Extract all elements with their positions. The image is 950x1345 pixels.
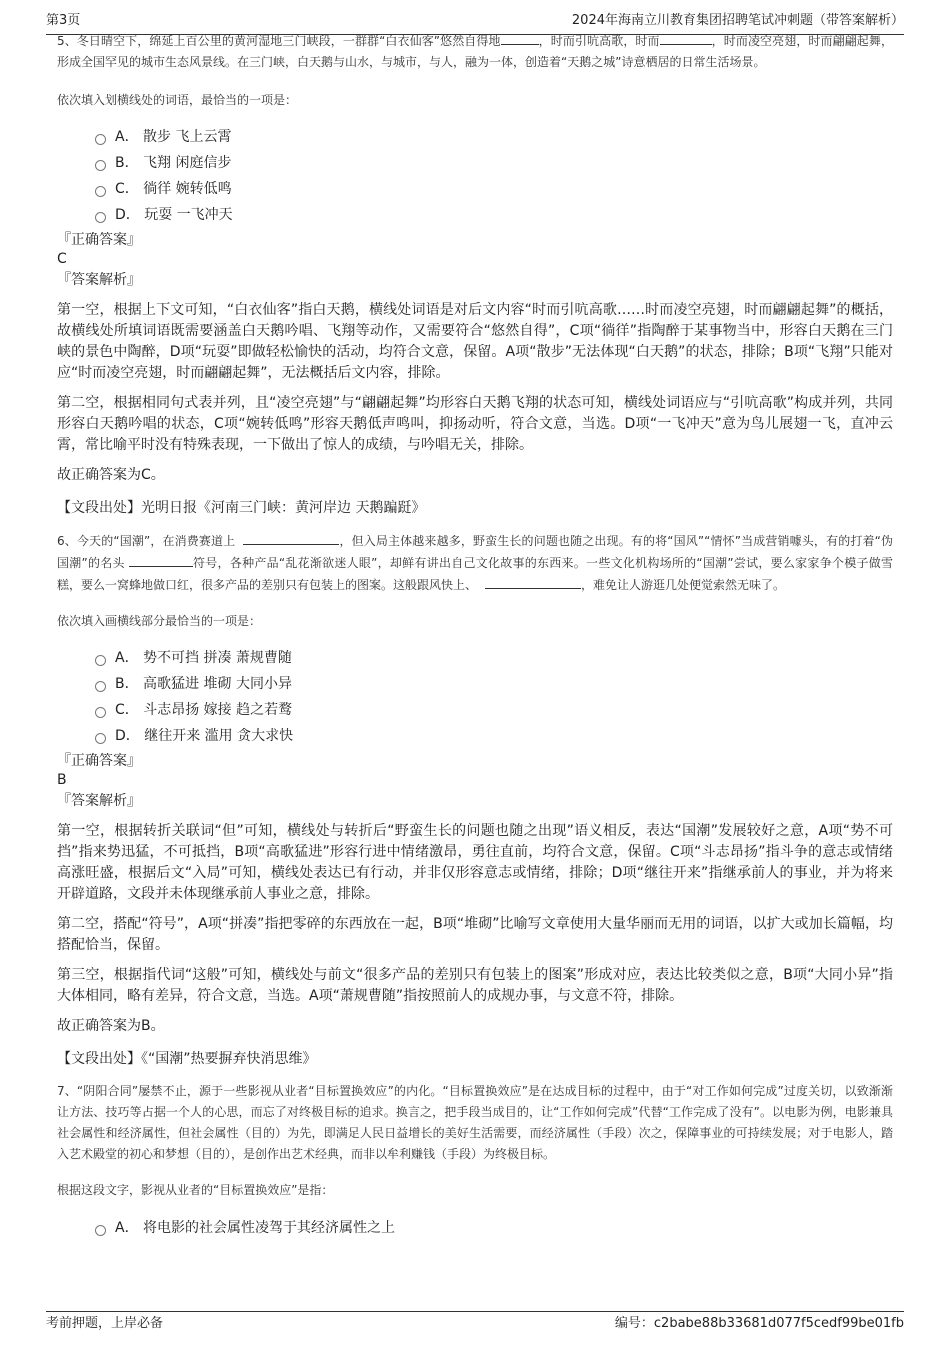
q5-prompt: 依次填入划横线处的词语，最恰当的一项是： [57,93,298,107]
q7-stem: 7、“阴阳合同”屡禁不止，源于一些影视从业者“目标置换效应”的内化。“目标置换效应”是在达成目标的过程中，由于“对工作如何完成”过度关切，以致渐渐让方法、技巧等占据一个人的心思，而忘了对终极目标的追求。换言之，把手段当成目的，让“工作如何完成”代替“工作完成了没有”。以电影为例，电影兼具社会属性和经济属性，但社会属性（目的）为先，即满足人民日益增长的美好生活需要，而经济属性（手段）次之，保障事业的可持续发展；对于电影人，踏入艺术殿堂的初心和梦想（目的），是创作出艺术经典，而非以牟利赚钱（手段）为终极目标。 [57,1084,893,1161]
q6-option-c[interactable]: C． 斗志昂扬 嫁接 趋之若鹜 [95,697,893,723]
q6-analysis-1: 第一空，根据转折关联词“但”可知，横线处与转折后“野蛮生长的问题也随之出现”语义相反，表达“国潮”发展较好之意，A项“势不可挡”指来势迅猛，不可抵挡，B项“高歌猛进”形容行进中情绪激昂，勇往直前，均符合文意，保留。C项“斗志昂扬”指斗争的意志或情绪高涨旺盛，根据后文“入局”可知，横线处表达已有行动，并非仅形容意志或情绪，排除；D项“继往开来”指继承前人的事业，并为将来开辟道路，文段并未体现继承前人事业之意，排除。 [57,823,893,902]
radio-icon[interactable] [95,186,106,197]
q6-source: 【文段出处】《“国潮”热要摒弃快消思维》 [57,1051,317,1067]
q5-blank-2 [660,30,712,45]
document-id: 编号：c2babe88b33681d077f5cedf99be01fb [614,1316,904,1331]
q6-blank-3 [485,574,581,589]
radio-icon[interactable] [95,681,106,692]
q6-analysis-2: 第二空，搭配“符号”，A项“拼凑”指把零碎的东西放在一起，B项“堆砌”比喻写文章使用大量华丽而无用的词语，以扩大或加长篇幅，均搭配恰当，保留。 [57,916,893,953]
q6-blank-1 [243,530,339,545]
q5-analysis-tag: 『答案解析』 [57,272,141,288]
q5-options [57,124,893,228]
q7-prompt: 根据这段文字，影视从业者的“目标置换效应”是指： [57,1183,334,1197]
q6-blank-2 [129,552,193,567]
q5-analysis-2: 第二空，根据相同句式表并列，且“凌空亮翅”与“翩翩起舞”均形容白天鹅飞翔的状态可知，横线处词语应与“引吭高歌”构成并列，共同形容白天鹅吟唱的状态，C项“婉转低鸣”形容天鹅低声鸣叫，抑扬动听，符合文意，当选。D项“一飞冲天”意为鸟儿展翅一飞，直冲云霄，常比喻平时没有特殊表现，一下做出了惊人的成绩，与吟唱无关，排除。 [57,395,893,453]
q5-stem: 5、冬日晴空下，绵延上百公里的黄河湿地三门峡段，一群群“白衣仙客”悠然自得地 ，时而引吭高歌，时而 ，时而凌空亮翅，时而翩翩起舞，形成全国罕见的城市生态风景线。在三门峡，白天鹅与山水，与城市，与人，融为一体，创造着“天鹅之城”诗意栖居的日常生活场景。 [57,30,893,73]
q6-analysis-4: 故正确答案为B。 [57,1018,165,1034]
radio-icon[interactable] [95,134,106,145]
q7-option-a[interactable]: A． 将电影的社会属性凌驾于其经济属性之上 [95,1215,893,1241]
q6-options [57,645,893,749]
q6-option-a[interactable]: A． 势不可挡 拼凑 萧规曹随 [95,645,893,671]
page-content [57,36,893,1241]
q6-answer-tag: 『正确答案』 [57,753,141,769]
radio-icon[interactable] [95,160,106,171]
q5-option-c[interactable]: C． 徜徉 婉转低鸣 [95,176,893,202]
page-footer [46,1311,904,1332]
q6-option-d[interactable]: D． 继往开来 滥用 贪大求快 [95,723,893,749]
radio-icon[interactable] [95,733,106,744]
q6-option-b[interactable]: B． 高歌猛进 堆砌 大同小异 [95,671,893,697]
q5-option-b[interactable]: B． 飞翔 闲庭信步 [95,150,893,176]
q5-analysis-1: 第一空，根据上下文可知，“白衣仙客”指白天鹅，横线处词语是对后文内容“时而引吭高歌……时而凌空亮翅，时而翩翩起舞”的概括，故横线处所填词语既需要涵盖白天鹅吟唱、飞翔等动作，又需要符合“悠然自得”，C项“徜徉”指陶醉于某事物当中，形容白天鹅在三门峡的景色中陶醉，D项“玩耍”即做轻松愉快的活动，均符合文意，保留。A项“散步”无法体现“白天鹅”的状态，排除；B项“飞翔”只能对应“时而凌空亮翅，时而翩翩起舞”，无法概括后文内容，排除。 [57,302,893,381]
radio-icon[interactable] [95,707,106,718]
q6-prompt: 依次填入画横线部分最恰当的一项是： [57,614,262,628]
q5-answer-tag: 『正确答案』 [57,232,141,248]
q5-source: 【文段出处】光明日报《河南三门峡：黄河岸边 天鹅蹁跹》 [57,500,426,516]
q6-analysis-3: 第三空，根据指代词“这般”可知，横线处与前文“很多产品的差别只有包装上的图案”形成对应，表达比较类似之意，B项“大同小异”指大体相同，略有差异，符合文意，当选。A项“萧规曹随”指按照前人的成规办事，与文意不符，排除。 [57,967,893,1004]
radio-icon[interactable] [95,1225,106,1236]
q6-stem: 6、今天的“国潮”，在消费赛道上 ，但入局主体越来越多，野蛮生长的问题也随之出现。有的将“国风”“情怀”当成营销噱头，有的打着“伪国潮”的名头 符号，各种产品“乱花渐欲迷人眼”，却鲜有讲出自己文化故事的东西来。一些文化机构场所的“国潮”尝试，要么家家争个模子做雪糕，要么一窝蜂地做口红，很多产品的差别只有包装上的图案。这般跟风快上、 ，难免让人游逛几处便觉索然无味了。 [57,530,893,596]
document-title: 2024年海南立川教育集团招聘笔试冲刺题（带答案解析） [571,13,904,28]
radio-icon[interactable] [95,212,106,223]
q5-option-d[interactable]: D． 玩耍 一飞冲天 [95,202,893,228]
radio-icon[interactable] [95,655,106,666]
q6-analysis-tag: 『答案解析』 [57,793,141,809]
q5-blank-1 [501,30,539,45]
q5-answer: C [57,251,67,267]
q5-analysis-3: 故正确答案为C。 [57,467,165,483]
page-number: 第3页 [46,13,81,28]
q5-option-a[interactable]: A． 散步 飞上云霄 [95,124,893,150]
q6-answer: B [57,772,67,788]
q7-options [57,1215,893,1241]
footer-slogan: 考前押题，上岸必备 [46,1316,164,1331]
